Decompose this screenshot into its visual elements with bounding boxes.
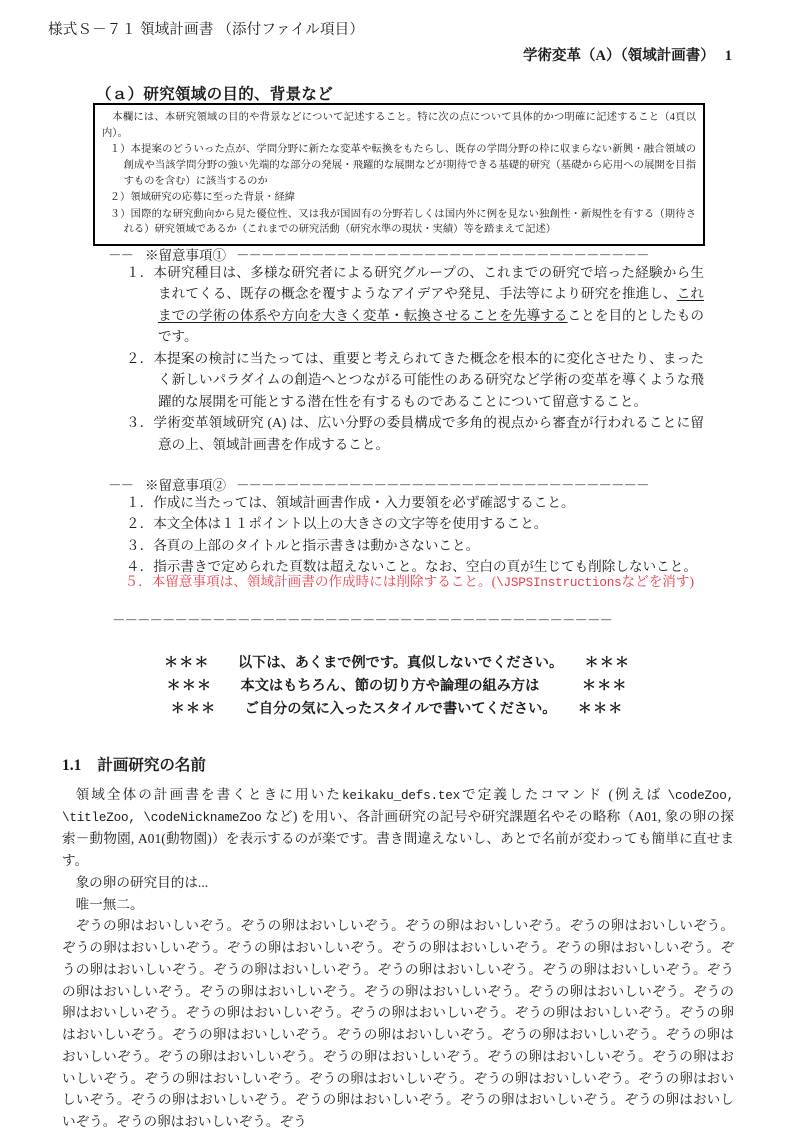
notes-2-list [126,492,712,578]
page-number: 1 [724,48,732,64]
section-1-1-number: 1.1 [62,757,82,774]
notes-1-item-3-text: 学術変革領域研究 (A) は、広い分野の委員構成で多角的視点から審査が行われることに留意の上、領域計画書を作成すること。 [153,415,704,452]
notes-1-item-2-text: 本提案の検討に当たっては、重要と考えられてきた概念を根本的に変化させたり、まったく新しいパラダイムの創造へとつながる可能性のある研究など学術の変革を導くような飛躍的な展開を可能とする潜在性を有するものであることについて留意すること。 [153,350,704,409]
notes-2-rule-prefix: －－ [108,478,133,493]
banner-row-3-left-stars: ＊＊＊ [170,701,217,717]
notes-1-item-1-text-after: ことを目的としたものです。 [157,307,704,345]
body-p1-part2: で定義したコマンド (例えば [459,787,668,802]
banner-row-1-text: 以下は、あくまで例です。真似しないでください。 [237,655,557,671]
notes-2-item-4-number: ４． [126,559,154,575]
notes-2-item-5-number: ５． [124,574,152,589]
banner-row-3-text: ご自分の気に入ったスタイルで書いてください。 [244,701,550,717]
notes-2-rule [108,474,649,494]
notes-2-label: ※留意事項② [145,478,226,493]
instruction-lead: 本欄には、本研究領域の目的や背景などについて記述すること。特に次の点について具体的かつ明確に記述すること（4頁以内）。 [102,112,696,139]
body-p1-part3: など) を用い、各計画研究の記号や研究課題名やその略称（A01, 象の卵の探索－動物園, A01(動物園)）を表示するのが楽です。書き間違えないし、あとで名前が変わっても簡単に直せます。 [62,809,734,869]
notes-1-item-2 [126,348,704,412]
banner-row-1 [0,652,794,675]
banner-row-3-right-stars: ＊＊＊ [577,701,624,717]
notes-1-rule-dashes: －－－－－－－－－－－－－－－－－－－－－－－－－－－－－－－－－ [236,248,649,263]
section-1-1-body [62,784,734,1133]
notes-1-item-3-number: ３． [126,415,154,431]
body-paragraph-3: 唯一無二。 [75,896,144,912]
example-banner [0,652,794,721]
notes-1-item-3 [126,412,704,455]
notes-2-item-2 [126,513,712,534]
notes-2-item-3-number: ３． [126,537,154,553]
banner-row-2-text: 本文はもちろん、節の切り方や論理の組み方は [240,678,540,694]
instruction-box [93,103,705,246]
notes-1-item-1-number: １． [126,265,154,280]
banner-row-1-left-stars: ＊＊＊ [163,655,210,671]
body-paragraph-4: ぞうの卵はおいしいぞう。ぞうの卵はおいしいぞう。ぞうの卵はおいしいぞう。ぞうの卵はおいしいぞう。ぞうの卵はおいしいぞう。ぞうの卵はおいしいぞう。ぞうの卵はおいしいぞう。ぞうの卵はおいしいぞう。ぞうの卵はおいしいぞう。ぞうの卵はおいしいぞう。ぞうの卵はおいしいぞう。ぞうの卵はおいしいぞう。ぞうの卵はおいしいぞう。ぞうの卵はおいしいぞう。ぞうの卵はおいしいぞう。ぞうの卵はおいしいぞう。ぞうの卵はおいしいぞう。ぞうの卵はおいしいぞう。ぞうの卵はおいしいぞう。ぞうの卵はおいしいぞう。ぞうの卵はおいしいぞう。ぞうの卵はおいしいぞう。ぞうの卵はおいしいぞう。ぞうの卵はおいしいぞう。ぞうの卵はおいしいぞう。ぞうの卵はおいしいぞう。ぞうの卵はおいしいぞう。ぞうの卵はおいしいぞう。ぞうの卵はおいしいぞう。ぞうの卵はおいしいぞう。ぞうの卵はおいしいぞう。ぞうの卵はおいしいぞう。ぞうの卵はおいしいぞう。ぞうの卵はおいしいぞう。ぞうの卵はおいしいぞう。ぞうの卵はおいしいぞう。ぞうの卵はおいしいぞう。ぞうの卵はおいしいぞう。ぞう [62,918,734,1130]
banner-row-2-right-stars: ＊＊＊ [581,678,628,694]
instruction-item-2: ２）領域研究の応募に至った背景・経緯 [109,192,296,204]
notes-2-item-5-code: \JSPSInstructions [496,575,622,590]
notes-2-item-5 [62,571,712,593]
instruction-item-3: ３）国際的な研究動向から見た優位性、又は我が国固有の分野若しくは国内外に例を見ない独創性・新規性を有する（期待される）研究領域であるか（これまでの研究活動（研究水準の現状・実績）等を踏まえて記述） [109,208,696,236]
notes-1-label: ※留意事項① [145,248,226,263]
notes-1-rule [108,244,649,264]
body-paragraph-1 [62,784,734,872]
section-1-1-heading [62,753,206,775]
banner-row-1-right-stars: ＊＊＊ [584,655,631,671]
section-a-title: （ａ）研究領域の目的、背景など [96,86,334,103]
notes-2-item-1-number: １． [126,495,154,510]
notes-2-red-item [62,571,712,593]
notes-2-item-5-text-after: などを消す) [621,574,695,589]
form-identifier: 様式Ｓ－７１ 領域計画書 （添付ファイル項目） [48,22,365,38]
notes-2-item-5-text-before: 本留意事項は、領域計画書の作成時には削除すること。( [151,574,497,589]
notes-2-item-4-text: 指示書きで定められた頁数は超えないこと。なお、空白の頁が生じても削除しないこと。 [153,559,697,575]
notes-1-rule-prefix: －－ [108,248,133,263]
body-paragraph-2: 象の卵の研究目的は... [75,874,209,890]
body-p1-code-1: keikaku_defs.tex [341,788,460,803]
notes-2-bottom-rule: －－－－－－－－－－－－－－－－－－－－－－－－－－－－－－－－－－－－－－－－ [112,613,612,628]
running-head [523,44,732,65]
notes-2-item-3 [126,535,712,556]
banner-row-2-left-stars: ＊＊＊ [166,678,213,694]
running-head-title: 学術変革（A）（領域計画書） [523,48,715,64]
notes-2-item-2-text: 本文全体は１１ポイント以上の大きさの文字等を使用すること。 [153,516,548,532]
notes-2-item-1-text: 作成に当たっては、領域計画書作成・入力要領を必ず確認すること。 [153,495,575,510]
notes-1-item-1-text-before: 本研究種目は、多様な研究者による研究グループの、これまでの研究で培った経験から生まれてくる、既存の概念を覆すようなアイデアや発見、手法等により研究を推進し、 [153,265,704,302]
notes-1-item-1 [126,262,704,348]
notes-1-item-2-number: ２． [126,350,154,366]
notes-1-list [126,262,704,455]
notes-2-item-1 [126,492,712,513]
banner-row-3 [0,698,794,721]
notes-2-item-3-text: 各頁の上部のタイトルと指示書きは動かさないこと。 [153,537,480,553]
notes-1-item-1-text-underlined: これまでの学術の体系や方向を大きく変革・転換させることを先導する [157,286,704,323]
body-p1-part1: 領域全体の計画書を書くときに用いた [75,787,342,802]
body-p1-code-2: \codeZoo, \titleZoo, \codeNicknameZoo [62,788,735,826]
instruction-item-1: １）本提案のどういった点が、学問分野に新たな変革や転換をもたらし、既存の学問分野の枠に収まらない新興・融合領域の創成や当該学問分野の強い先端的な部分の発展・飛躍的な展開などが期待できる基礎的研究（基礎から応用への展開を目指すものを含む）に該当するのか [109,144,696,187]
notes-2-rule-dashes: －－－－－－－－－－－－－－－－－－－－－－－－－－－－－－－－－ [236,478,649,493]
banner-row-2 [0,675,794,698]
notes-2-item-2-number: ２． [126,516,154,532]
section-1-1-title: 計画研究の名前 [97,757,206,774]
